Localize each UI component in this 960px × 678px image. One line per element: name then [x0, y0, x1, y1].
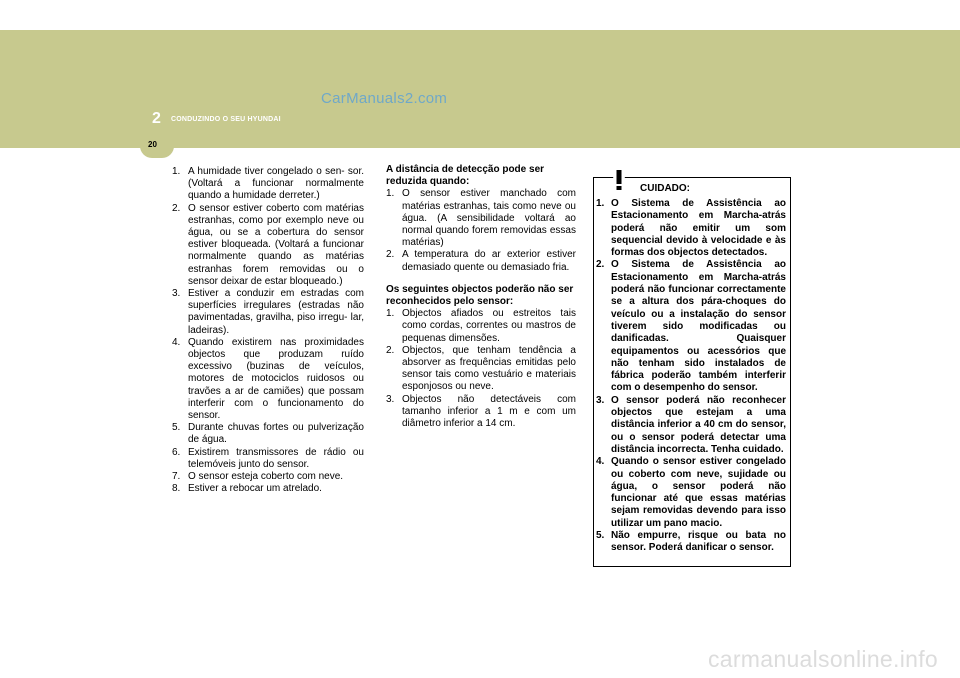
chapter-number: 2: [152, 110, 161, 127]
watermark-bottom[interactable]: carmanualsonline.info: [707, 646, 938, 672]
detection-list: [386, 188, 576, 273]
objects-list: [386, 308, 576, 430]
list-item: 2. Objectos, que tenham tendência a absorver as frequências emitidas pelo sensor tais como vestuário e materiais esponjosos ou neve.: [386, 344, 576, 393]
list-item: 8. Estiver a rebocar um atrelado.: [172, 483, 322, 495]
list-item: 1. Objectos afiados ou estreitos tais como cordas, correntes ou mastros de pequenas dimensões.: [386, 308, 576, 344]
list-item: 6. Existirem transmissores de rádio ou telemóveis junto do sensor.: [172, 446, 364, 470]
section-heading-detection-distance: A distância de detecção pode ser reduzida quando:: [386, 164, 545, 188]
section-heading-unrecognized-objects: Os seguintes objectos poderão não ser reconhecidos pelo sensor:: [386, 283, 574, 308]
column-2: [386, 164, 576, 430]
list-item: 4. Quando o sensor estiver congelado ou coberto com neve, sujidade ou água, o sensor poderá não funcionar até que essas matérias sejam removidas devendo para isso utilizar um pano macio.: [596, 456, 786, 529]
conditions-list: [172, 166, 364, 495]
watermark-top[interactable]: CarManuals2.com: [321, 90, 448, 107]
page-number-tab: [140, 132, 174, 158]
list-item: 1. O Sistema de Assistência ao Estacionamento em Marcha-atrás poderá não emitir um som sequencial devido à velocidade e às formas dos objectos detectados.: [596, 198, 786, 259]
list-item: 2. A temperatura do ar exterior estiver demasiado quente ou demasiado fria.: [386, 249, 576, 273]
warning-triangle-icon: [606, 166, 632, 192]
column-1: [172, 166, 364, 495]
caution-content: [596, 198, 786, 555]
caution-list: [596, 198, 786, 555]
list-item: 3. Objectos não detectáveis com tamanho inferior a 1 m e com um diâmetro inferior a 14 cm.: [386, 393, 576, 430]
list-item: 4. Quando existirem nas proximidades objectos que produzam ruído excessivo (buzinas de veículos, motores de motociclos ruidosos ou travões a ar de camiões) que possam interferir com o funcionamento do sensor.: [172, 336, 364, 422]
chapter-title: CONDUZINDO O SEU HYUNDAI: [171, 116, 281, 123]
spacer: [386, 274, 576, 284]
list-item: 2. O Sistema de Assistência ao Estacionamento em Marcha-atrás poderá não funcionar correctamente se a altura dos pára-choques do veículo ou a instalação do sensor tiverem sido modificadas ou danificadas. Quaisquer equipamentos ou acessórios que não tenham sido instalados de fábrica poderão também interferir com o desempenho do sensor.: [596, 259, 786, 394]
page-number: 20: [148, 140, 157, 149]
list-item: 7. O sensor esteja coberto com neve.: [172, 471, 344, 483]
list-item: 3. Estiver a conduzir em estradas com superfícies irregulares (estradas não pavimentadas, gravilha, piso irregu- lar, ladeiras).: [172, 288, 364, 336]
list-item: 5. Durante chuvas fortes ou pulverização de água.: [172, 422, 364, 446]
header-top-margin: [0, 0, 960, 30]
list-item: 3. O sensor poderá não reconhecer objectos que estejam a uma distância inferior a 40 cm do sensor, ou o sensor poderá detectar uma distância incorrecta. Tenha cuidado.: [596, 394, 786, 455]
list-item: 1. A humidade tiver congelado o sen- sor. (Voltará a funcionar normalmente quando a humidade derreter.): [172, 166, 364, 202]
list-item: 1. O sensor estiver manchado com matérias estranhas, tais como neve ou água. (A sensibilidade voltará ao normal quando forem removidas essas matérias): [386, 188, 576, 249]
caution-title: CUIDADO:: [640, 183, 690, 194]
list-item: 5. Não empurre, risque ou bata no sensor. Poderá danificar o sensor.: [596, 530, 786, 554]
list-item: 2. O sensor estiver coberto com matérias estranhas, como por exemplo neve ou água, ou se a cobertura do sensor estiver bloqueada. (Voltará a funcionar normalmente quando as matérias estranhas forem removidas ou o sensor deixar de estar bloqueado.): [172, 202, 364, 287]
